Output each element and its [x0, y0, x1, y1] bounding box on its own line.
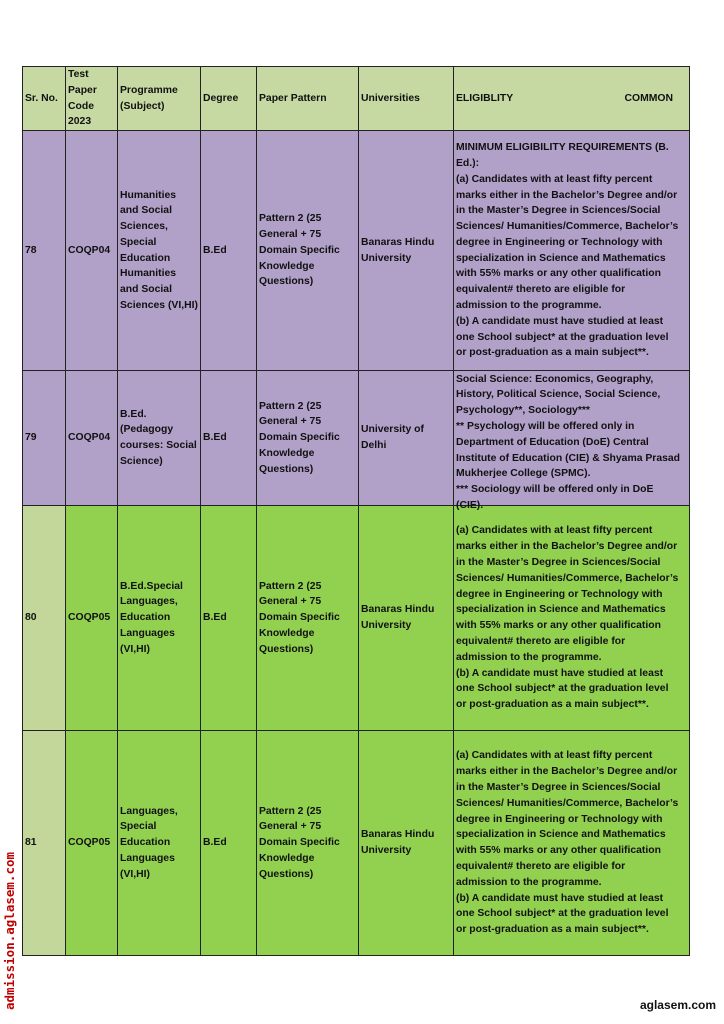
- cell-text-line: General + 75: [259, 821, 322, 833]
- header-row: [23, 67, 690, 131]
- cell-eligibility: [454, 371, 690, 512]
- cell-text-line: Mukherjee College (SPMC).: [456, 468, 591, 480]
- cell-text-line: Banaras Hindu: [361, 236, 435, 248]
- cell-degree: B.Ed: [201, 731, 257, 956]
- cell-text-line: Languages,: [120, 596, 178, 608]
- cell-text-line: specialization in Science and Mathematics: [456, 252, 666, 264]
- cell-text-line: *** Sociology will be offered only in DoE: [456, 484, 654, 496]
- cell-text-line: or post-graduation as a main subject**.: [456, 699, 649, 711]
- cell-text-line: with 55% marks or any other qualification: [456, 845, 661, 857]
- cell-programme: [118, 371, 201, 506]
- cell-text-line: with 55% marks or any other qualification: [456, 268, 661, 280]
- cell-eligibility: [454, 506, 690, 731]
- cell-text-line: Institute of Education (CIE) & Shyama Prasad: [456, 452, 681, 464]
- table-row: [23, 131, 690, 371]
- cell-text-line: Knowledge: [259, 853, 315, 865]
- cell-sr-no: 80: [23, 506, 66, 731]
- cell-text-line: Education: [120, 612, 171, 624]
- cell-text-line: (Subject): [120, 100, 165, 112]
- cell-text-line: Department of Education (DoE) Central: [456, 436, 649, 448]
- header-universities: Universities: [359, 67, 454, 131]
- cell-text-line: marks either in the Bachelor’s Degree and/or: [456, 189, 678, 201]
- header-paper-pattern: Paper Pattern: [257, 67, 359, 131]
- cell-paper-pattern: [257, 731, 359, 956]
- cell-text-line: admission to the programme.: [456, 876, 602, 888]
- cell-text-line: Humanities: [120, 268, 177, 280]
- cell-text-line: Science): [120, 455, 163, 467]
- cell-text-line: (a) Candidates with at least fifty percent: [456, 173, 653, 185]
- cell-text-line: and Social: [120, 205, 172, 217]
- cell-text-line: Pattern 2 (25: [259, 580, 322, 592]
- footer-brand: aglasem.com: [639, 998, 716, 1012]
- cell-text-line: admission to the programme.: [456, 651, 602, 663]
- cell-code: COQP05: [66, 731, 118, 956]
- table-row: [23, 731, 690, 956]
- cell-text-line: Psychology**, Sociology***: [456, 405, 590, 417]
- cell-text-line: Sciences/ Humanities/Commerce, Bachelor’s: [456, 221, 679, 233]
- cell-text-line: Pattern 2 (25: [259, 400, 322, 412]
- cell-text-line: Sciences (VI,HI): [120, 300, 198, 312]
- cell-text-line: Banaras Hindu: [361, 604, 435, 616]
- cell-text-line: B.Ed.: [120, 408, 147, 420]
- table-row: [23, 371, 690, 506]
- cell-text-line: marks either in the Bachelor’s Degree and/or: [456, 541, 678, 553]
- cell-programme: [118, 731, 201, 956]
- cell-text-line: Questions): [259, 868, 314, 880]
- header-sr-no: Sr. No.: [23, 67, 66, 131]
- cell-university: [359, 371, 454, 506]
- cell-text-line: (CIE).: [456, 500, 484, 512]
- cell-text-line: Knowledge: [259, 628, 315, 640]
- cell-text-line: University: [361, 845, 412, 857]
- cell-text-line: University: [361, 252, 412, 264]
- cell-code: COQP05: [66, 506, 118, 731]
- cell-text-line: courses: Social: [120, 440, 197, 452]
- cell-text-line: Sciences/ Humanities/Commerce, Bachelor’s: [456, 797, 679, 809]
- cell-code: COQP04: [66, 371, 118, 506]
- cell-text-line: in the Master’s Degree in Sciences/Social: [456, 557, 661, 568]
- cell-text-line: Languages,: [120, 805, 178, 817]
- cell-text-line: (b) A candidate must have studied at least: [456, 315, 664, 327]
- cell-text-line: Ed.):: [456, 157, 480, 169]
- cell-text-line: (b) A candidate must have studied at least: [456, 667, 664, 679]
- cell-eligibility: [454, 131, 690, 371]
- cell-text-line: equivalent# thereto are eligible for: [456, 635, 626, 647]
- cell-text-line: General + 75: [259, 596, 322, 608]
- cell-text-line: Domain Specific: [259, 432, 340, 444]
- cell-eligibility: [454, 731, 690, 956]
- cell-university: [359, 131, 454, 371]
- cell-text-line: Domain Specific: [259, 244, 340, 256]
- cell-text-line: General + 75: [259, 228, 322, 240]
- cell-text-line: MINIMUM ELIGIBILITY REQUIREMENTS (B.: [456, 142, 669, 154]
- cell-paper-pattern: [257, 371, 359, 506]
- cell-text-line: Knowledge: [259, 260, 315, 272]
- cell-text-line: or post-graduation as a main subject**.: [456, 347, 649, 359]
- cell-text-line: Paper: [68, 84, 97, 96]
- cell-text-line: (b) A candidate must have studied at least: [456, 892, 664, 904]
- cell-text-line: Code: [68, 100, 94, 112]
- cell-text-line: Domain Specific: [259, 612, 340, 624]
- cell-text-line: marks either in the Bachelor’s Degree and/or: [456, 766, 678, 778]
- cell-text-line: (Pedagogy: [120, 424, 174, 436]
- cell-degree: B.Ed: [201, 131, 257, 371]
- cell-code: COQP04: [66, 131, 118, 371]
- cell-text-line: Questions): [259, 463, 314, 475]
- cell-text-line: Knowledge: [259, 448, 315, 460]
- cell-text-line: Languages: [120, 628, 175, 640]
- cell-text-line: Languages: [120, 853, 175, 865]
- cell-text-line: (VI,HI): [120, 643, 151, 655]
- cell-text-line: Programme: [120, 84, 178, 96]
- cell-text-line: specialization in Science and Mathematics: [456, 604, 666, 616]
- cell-text-line: Domain Specific: [259, 837, 340, 849]
- cell-text-line: in the Master’s Degree in Sciences/Social: [456, 205, 661, 217]
- cell-text-line: and Social: [120, 284, 172, 296]
- cell-text-line: Special: [120, 236, 157, 248]
- cell-text-line: with 55% marks or any other qualification: [456, 620, 661, 632]
- cell-text-line: Sciences/ Humanities/Commerce, Bachelor’s: [456, 572, 679, 584]
- cell-text-line: University: [361, 620, 412, 632]
- cell-text-line: Questions): [259, 643, 314, 655]
- cell-text-line: Sciences,: [120, 221, 168, 233]
- cell-text-line: B.Ed.Special: [120, 580, 183, 592]
- cell-text-line: one School subject* at the graduation level: [456, 908, 669, 920]
- cell-text-line: Pattern 2 (25: [259, 213, 322, 225]
- cell-university: [359, 506, 454, 731]
- cell-text-line: ** Psychology will be offered only in: [456, 421, 635, 433]
- cell-degree: B.Ed: [201, 371, 257, 506]
- cell-text-line: one School subject* at the graduation level: [456, 331, 669, 343]
- cell-university: [359, 731, 454, 956]
- eligibility-table: [22, 66, 690, 956]
- header-programme: [118, 67, 201, 131]
- cell-text-line: degree in Engineering or Technology with: [456, 236, 663, 248]
- cell-text-line: Education: [120, 837, 171, 849]
- cell-text-line: Special: [120, 821, 157, 833]
- cell-text-line: History, Political Science, Social Science,: [456, 389, 661, 401]
- cell-text-line: Social Science: Economics, Geography,: [456, 373, 654, 385]
- header-eligibility: [454, 67, 690, 131]
- cell-text-line: University of: [361, 424, 424, 436]
- cell-sr-no: 78: [23, 131, 66, 371]
- cell-text-line: equivalent# thereto are eligible for: [456, 860, 626, 872]
- cell-text-line: Pattern 2 (25: [259, 805, 322, 817]
- cell-programme: [118, 506, 201, 731]
- cell-paper-pattern: [257, 131, 359, 371]
- header-eligibility-label: ELIGIBLITY: [456, 92, 514, 104]
- cell-text-line: (a) Candidates with at least fifty percent: [456, 750, 653, 762]
- header-common-label: COMMON: [624, 92, 673, 104]
- cell-programme: [118, 131, 201, 371]
- header-degree: Degree: [201, 67, 257, 131]
- cell-text-line: General + 75: [259, 416, 322, 428]
- cell-text-line: Banaras Hindu: [361, 829, 435, 841]
- cell-text-line: one School subject* at the graduation level: [456, 683, 669, 695]
- header-test-paper-code: [66, 67, 118, 131]
- cell-text-line: degree in Engineering or Technology with: [456, 588, 663, 600]
- cell-text-line: in the Master’s Degree in Sciences/Social: [456, 782, 661, 793]
- cell-text-line: Education: [120, 252, 171, 264]
- cell-text-line: Questions): [259, 276, 314, 288]
- cell-text-line: (VI,HI): [120, 868, 151, 880]
- cell-text-line: Delhi: [361, 440, 387, 452]
- table-row: [23, 506, 690, 731]
- cell-text-line: admission to the programme.: [456, 300, 602, 312]
- cell-text-line: specialization in Science and Mathematics: [456, 829, 666, 841]
- cell-text-line: or post-graduation as a main subject**.: [456, 924, 649, 936]
- cell-text-line: 2023: [68, 116, 92, 128]
- cell-sr-no: 79: [23, 371, 66, 506]
- cell-sr-no: 81: [23, 731, 66, 956]
- cell-text-line: equivalent# thereto are eligible for: [456, 284, 626, 296]
- cell-text-line: degree in Engineering or Technology with: [456, 813, 663, 825]
- cell-text-line: (a) Candidates with at least fifty percent: [456, 525, 653, 537]
- cell-text-line: Test: [68, 69, 89, 80]
- cell-text-line: Humanities: [120, 189, 177, 201]
- cell-degree: B.Ed: [201, 506, 257, 731]
- watermark-text: admission.aglasem.com: [2, 851, 17, 1010]
- cell-paper-pattern: [257, 506, 359, 731]
